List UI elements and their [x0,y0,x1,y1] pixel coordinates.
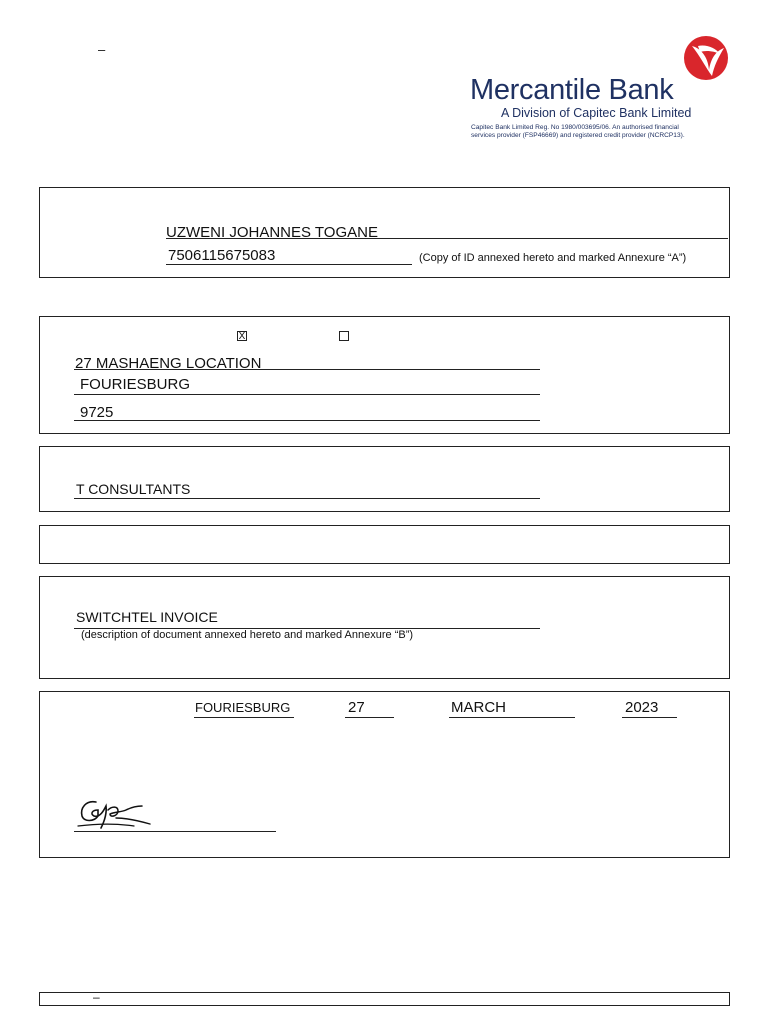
signature-line [74,831,276,832]
footer-box [39,992,730,1006]
address-option-checkbox-empty[interactable] [339,331,349,341]
bank-logo-icon [678,34,730,82]
document-annexure-note: (description of document annexed hereto and marked Annexure “B”) [81,629,414,641]
employer-name-value: T CONSULTANTS [76,481,191,497]
employer-name-line [74,498,540,499]
address-line1-line [74,369,540,370]
signing-month-value: MARCH [451,699,506,716]
address-section [39,316,730,434]
signing-place-line [194,717,294,718]
top-dash-mark: – [98,42,106,57]
employer-section [39,446,730,512]
footer-dash-mark: – [93,990,100,1004]
id-number-line [166,264,412,265]
full-name-line [166,238,728,239]
postal-code-line [74,420,540,421]
address-option-checkbox-checked[interactable]: X [238,331,246,342]
signing-place-value: FOURIESBURG [195,700,291,715]
signature-image [74,796,164,832]
bank-division-text: A Division of Capitec Bank Limited [501,106,692,120]
postal-code-value: 9725 [80,404,114,421]
address-line2-value: FOURIESBURG [80,376,191,393]
id-number-value: 7506115675083 [168,247,276,264]
bank-logo-name: Mercantile Bank [470,74,674,106]
id-annexure-note: (Copy of ID annexed hereto and marked Annexure “A”) [419,252,687,264]
signing-year-line [622,717,677,718]
bank-fine-print-line1: Capitec Bank Limited Reg. No 1980/003695/06. An authorised financial [471,124,679,131]
signing-day-line [345,717,394,718]
bank-fine-print-line2: services provider (FSP46669) and registered credit provider (NCRCP13). [471,132,685,139]
address-line2-line [74,394,540,395]
empty-section [39,525,730,564]
document-description-value: SWITCHTEL INVOICE [76,609,218,625]
signing-day-value: 27 [348,699,365,716]
signing-month-line [449,717,575,718]
signing-year-value: 2023 [625,699,659,716]
address-line1-value: 27 MASHAENG LOCATION [75,355,262,372]
full-name-value: UZWENI JOHANNES TOGANE [166,224,378,241]
bank-fine-print [471,124,685,140]
